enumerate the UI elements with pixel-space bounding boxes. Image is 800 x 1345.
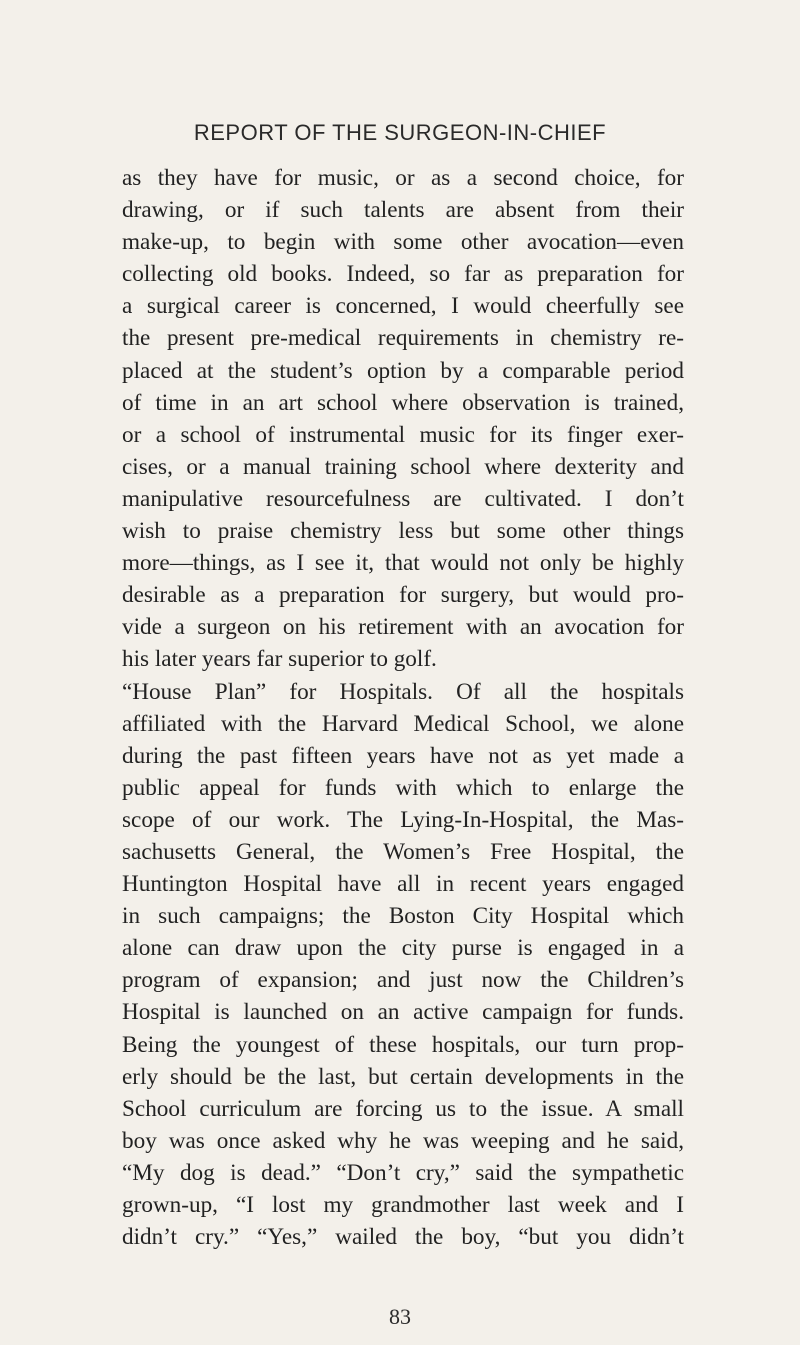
text-line: “My dog is dead.” “Don’t cry,” said the sympathetic <box>122 1159 684 1186</box>
text-line: drawing, or if such talents are absent from their <box>122 197 684 224</box>
text-line: a surgical career is concerned, I would cheerfully see <box>122 293 684 320</box>
text-line: desirable as a preparation for surgery, but would pro- <box>122 582 684 609</box>
text-line: alone can draw upon the city purse is engaged in a <box>122 935 684 962</box>
text-line: as they have for music, or as a second choice, for <box>122 165 684 191</box>
text-line: didn’t cry.” “Yes,” wailed the boy, “but you didn’t <box>122 1224 684 1251</box>
text-line: more—things, as I see it, that would not only be highly <box>122 550 684 577</box>
section-heading-line: “House Plan” for Hospitals. Of all the hospitals <box>122 678 684 705</box>
text-line: public appeal for funds with which to enlarge the <box>122 774 684 801</box>
text-line: collecting old books. Indeed, so far as preparation for <box>122 261 684 288</box>
text-line: sachusetts General, the Women’s Free Hospital, the <box>122 838 684 865</box>
text-line: Being the youngest of these hospitals, our turn prop- <box>122 1031 684 1058</box>
text-line: School curriculum are forcing us to the issue. A small <box>122 1095 684 1122</box>
text-line: affiliated with the Harvard Medical School, we alone <box>122 710 684 737</box>
text-line: Hospital is launched on an active campaign for funds. <box>122 999 684 1026</box>
text-line: manipulative resourcefulness are cultivated. I don’t <box>122 485 684 512</box>
text-line: boy was once asked why he was weeping and he said, <box>122 1127 684 1154</box>
text-line: Huntington Hospital have all in recent years engaged <box>122 871 684 898</box>
text-line: vide a surgeon on his retirement with an avocation for <box>122 614 684 641</box>
text-line: make-up, to begin with some other avocation—even <box>122 229 684 256</box>
text-line: scope of our work. The Lying-In-Hospital, the Mas- <box>122 806 684 833</box>
text-line: of time in an art school where observation is trained, <box>122 389 684 416</box>
body-text <box>122 162 684 1253</box>
text-line: cises, or a manual training school where dexterity and <box>122 453 684 480</box>
running-head: REPORT OF THE SURGEON-IN-CHIEF <box>193 120 607 145</box>
page-number: 83 <box>389 1304 411 1329</box>
text-line: his later years far superior to golf. <box>122 646 437 673</box>
text-line: the present pre-medical requirements in chemistry re- <box>122 325 684 352</box>
text-line: during the past fifteen years have not as yet made a <box>122 742 684 769</box>
text-line: program of expansion; and just now the Children’s <box>122 967 684 994</box>
text-line: grown-up, “I lost my grandmother last week and I <box>122 1192 684 1218</box>
text-line: wish to praise chemistry less but some other things <box>122 518 684 545</box>
text-line: in such campaigns; the Boston City Hospital which <box>122 903 684 930</box>
text-line: erly should be the last, but certain developments in the <box>122 1063 684 1090</box>
text-line: or a school of instrumental music for its finger exer- <box>122 421 684 448</box>
text-line: placed at the student’s option by a comparable period <box>122 357 684 384</box>
